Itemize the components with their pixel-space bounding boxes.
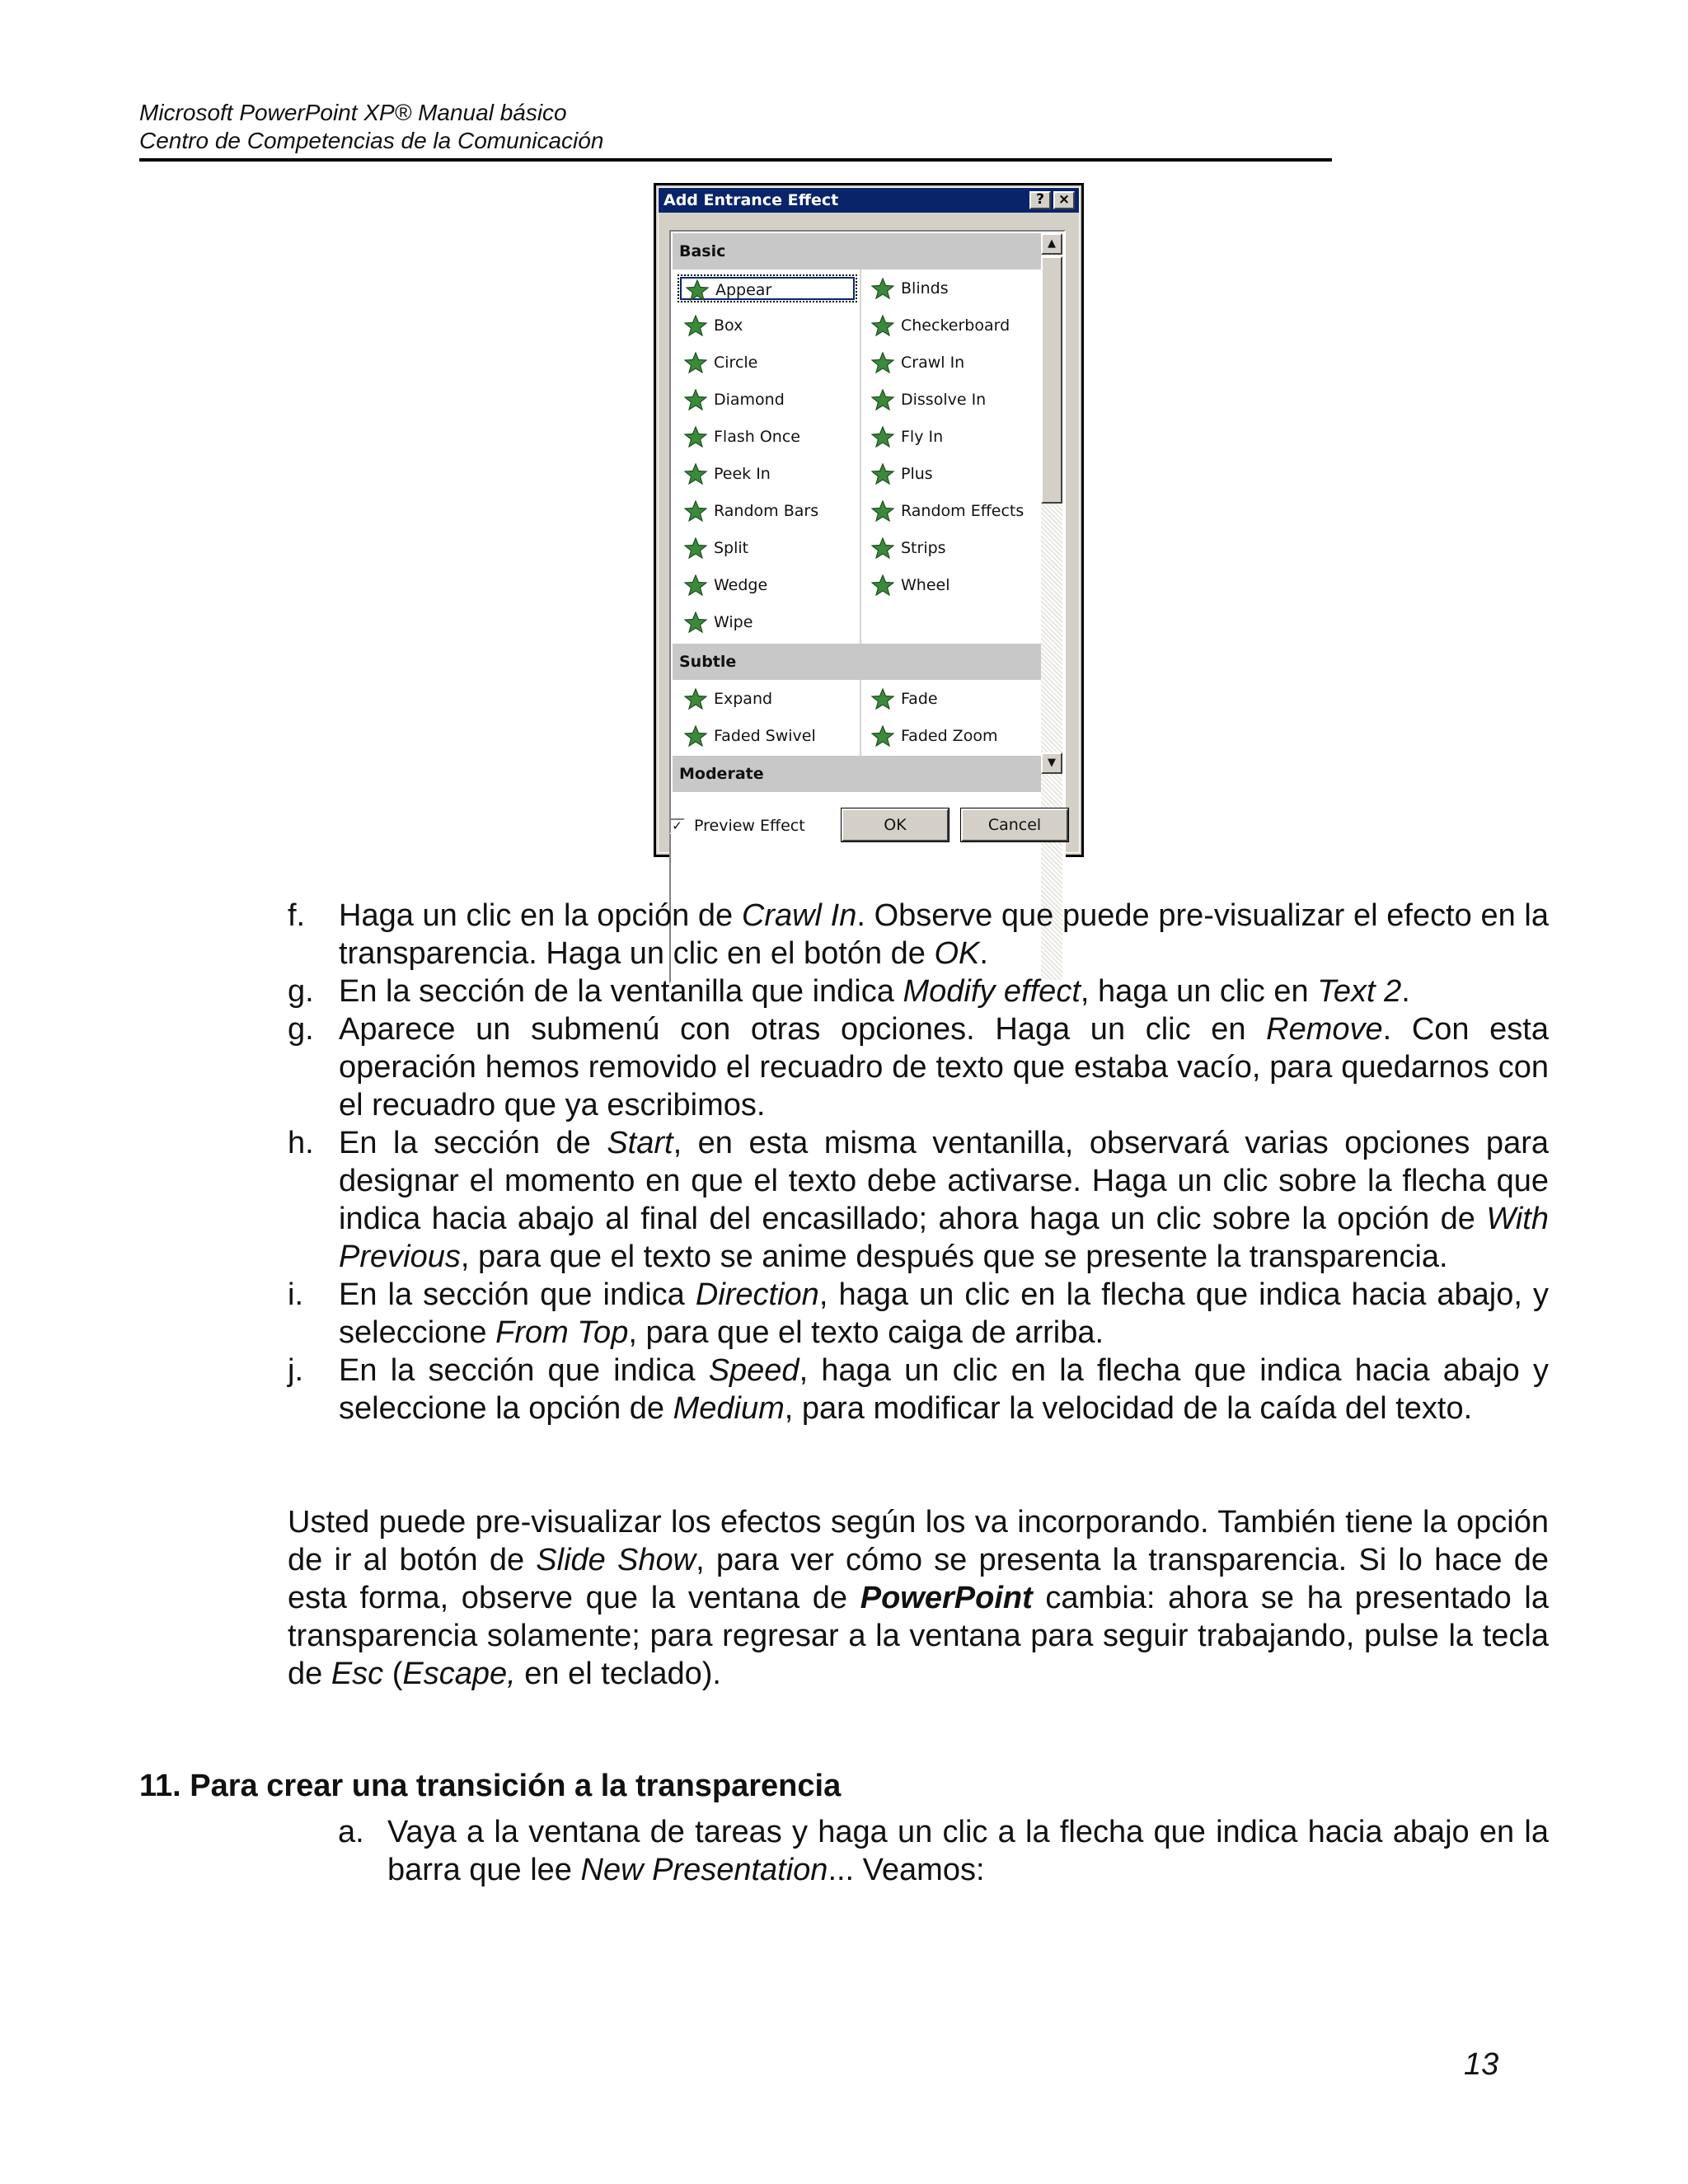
effect-item-label: Diamond: [714, 391, 785, 409]
effect-item-label: Blinds: [901, 279, 949, 298]
effect-item[interactable]: [678, 608, 857, 636]
effect-star-icon: [684, 389, 707, 410]
effect-item-label: Expand: [714, 690, 773, 708]
step-text: Aparece un submenú con otras opciones. Haga un clic en: [339, 1012, 1267, 1047]
preview-effect-checkbox[interactable]: [669, 812, 805, 840]
effect-item[interactable]: [865, 423, 1038, 451]
category-subtle: Subtle: [673, 644, 1043, 680]
effect-item[interactable]: [678, 685, 857, 713]
step-emphasis: Modify effect: [903, 974, 1081, 1009]
step-text: .: [1401, 974, 1410, 1009]
effect-item-label: Flash Once: [714, 428, 800, 446]
help-button[interactable]: ?: [1029, 191, 1051, 209]
effect-item[interactable]: [865, 722, 1038, 750]
effect-item-label: Random Bars: [714, 502, 819, 520]
add-entrance-effect-dialog: [654, 183, 1084, 857]
effect-item[interactable]: [865, 312, 1038, 340]
effect-item[interactable]: [865, 571, 1038, 599]
instruction-step: [288, 1010, 1549, 1124]
step-text: .: [979, 936, 988, 971]
effect-item[interactable]: [865, 534, 1038, 562]
effect-star-icon: [684, 426, 707, 448]
effect-item[interactable]: [678, 571, 857, 599]
step-text: , haga un clic en la flecha que indica hacia abajo, y seleccione: [339, 1277, 1549, 1350]
step-text: , haga un clic en: [1080, 974, 1318, 1009]
paragraph-emphasis: Esc: [331, 1657, 384, 1691]
effect-item-label: Faded Swivel: [714, 727, 816, 745]
step-emphasis: Speed: [708, 1353, 799, 1388]
effect-star-icon: [684, 315, 707, 336]
effect-item-label: Strips: [901, 539, 946, 557]
instruction-step: [288, 1276, 1549, 1352]
effect-star-icon: [684, 500, 707, 522]
paragraph-emphasis: Escape,: [402, 1657, 516, 1691]
effect-star-icon: [871, 688, 894, 710]
instruction-step: [288, 897, 1549, 972]
effect-item-label: Dissolve In: [901, 391, 987, 409]
step-label: g.: [288, 974, 314, 1009]
effect-star-icon: [871, 315, 894, 336]
effect-item-label: Wedge: [714, 576, 768, 594]
effect-item-label: Fade: [901, 690, 938, 708]
header-title: Microsoft PowerPoint XP® Manual básico: [139, 100, 567, 125]
effect-star-icon: [684, 537, 707, 559]
step-text: ... Veamos:: [828, 1853, 985, 1887]
effect-item-label: Checkerboard: [901, 316, 1010, 335]
instruction-steps: [288, 897, 1549, 1427]
step-emphasis: With Previous: [339, 1202, 1549, 1274]
paragraph-text: (: [383, 1657, 403, 1691]
effect-item-label: Wheel: [901, 576, 950, 594]
effect-star-icon: [871, 352, 894, 373]
effect-item-label: Peek In: [714, 465, 771, 483]
step-emphasis: Start: [607, 1126, 673, 1160]
dialog-title: Add Entrance Effect: [663, 191, 839, 209]
step-emphasis: Remove: [1266, 1012, 1383, 1047]
scroll-thumb[interactable]: [1041, 256, 1062, 504]
effect-star-icon: [871, 574, 894, 596]
effect-star-icon: [684, 463, 707, 485]
step-text: , para que el texto caiga de arriba.: [628, 1315, 1104, 1350]
effect-item-label: Faded Zoom: [901, 727, 998, 745]
close-button[interactable]: ×: [1053, 191, 1075, 209]
preview-effect-label: Preview Effect: [694, 817, 805, 835]
step-text: En la sección que indica: [339, 1353, 709, 1388]
effect-item[interactable]: [678, 312, 857, 340]
paragraph-text: en el teclado).: [515, 1657, 721, 1691]
column-divider: [860, 269, 861, 644]
step-label: g.: [288, 1012, 314, 1047]
effect-star-icon: [684, 688, 707, 710]
effect-star-icon: [871, 537, 894, 559]
effect-item-label: Random Effects: [901, 502, 1025, 520]
effect-item-label: Circle: [714, 354, 758, 372]
effect-item[interactable]: [678, 423, 857, 451]
step-text: . Con esta operación hemos removido el recuadro de texto que estaba vacío, para quedarnos con el recuadro que ya escribimos.: [339, 1012, 1549, 1122]
effect-star-icon: [684, 352, 707, 373]
step-text: , haga un clic en la flecha que indica hacia abajo y seleccione la opción de: [339, 1353, 1549, 1426]
page-header: [139, 99, 1332, 162]
paragraph-text: cambia: ahora se ha presentado la transparencia solamente; para regresar a la ventana para seguir trabajando, pulse la tecla de: [288, 1581, 1550, 1691]
paragraph-text: Usted puede pre-visualizar los efectos según los va incorporando. También tiene la opción de ir al botón de: [288, 1505, 1549, 1577]
effect-list[interactable]: [669, 230, 1066, 983]
paragraph-text: , para ver cómo se presenta la transparencia. Si lo hace de esta forma, observe que la ventana de: [288, 1543, 1549, 1615]
effect-item-label: Plus: [901, 465, 933, 483]
effect-list-area: [673, 233, 1043, 980]
scroll-up-arrow-icon[interactable]: ▲: [1041, 233, 1062, 255]
effect-item[interactable]: [678, 460, 857, 488]
effect-star-icon: [684, 612, 707, 633]
step-emphasis: Text 2: [1317, 974, 1402, 1009]
cancel-button[interactable]: Cancel: [961, 808, 1068, 841]
step-emphasis: New Presentation: [580, 1853, 828, 1887]
dialog-titlebar: [659, 188, 1079, 213]
effect-item[interactable]: [678, 386, 857, 414]
effect-item[interactable]: [678, 497, 857, 525]
effect-item[interactable]: [865, 386, 1038, 414]
effect-star-icon: [871, 463, 894, 485]
effect-item-label: Split: [714, 539, 749, 557]
paragraph-emphasis: Slide Show: [536, 1543, 696, 1577]
effect-item[interactable]: [678, 534, 857, 562]
effect-item[interactable]: [678, 722, 857, 750]
instruction-step: [288, 972, 1549, 1010]
category-basic: Basic: [673, 233, 1043, 269]
effect-star-icon: [871, 278, 894, 299]
step-label: f.: [288, 898, 306, 933]
section-heading: 11. Para crear una transición a la transparencia: [139, 1769, 842, 1803]
step-emphasis: Crawl In: [741, 898, 857, 933]
category-moderate: Moderate: [673, 756, 1043, 792]
effect-item[interactable]: [678, 274, 857, 302]
effect-item[interactable]: [865, 460, 1038, 488]
effect-item-label: Box: [714, 316, 743, 335]
section-step: [338, 1813, 1549, 1889]
step-emphasis: OK: [934, 936, 980, 971]
effect-item[interactable]: [865, 349, 1038, 377]
effect-star-icon: [871, 725, 894, 747]
scroll-down-arrow-icon[interactable]: ▼: [1041, 752, 1062, 774]
effect-item-label: Fly In: [901, 428, 944, 446]
step-emphasis: From Top: [495, 1315, 629, 1350]
effect-star-icon: [871, 426, 894, 448]
effect-star-icon: [684, 574, 707, 596]
effect-star-icon: [684, 725, 707, 747]
column-divider: [860, 680, 861, 756]
effect-star-icon: [871, 389, 894, 410]
ok-button[interactable]: OK: [842, 808, 949, 841]
step-emphasis: Medium: [673, 1391, 785, 1426]
effect-item-label: Wipe: [714, 613, 753, 631]
step-text: Haga un clic en la opción de: [339, 898, 742, 933]
step-text: En la sección de: [339, 1126, 607, 1160]
step-label: a.: [338, 1815, 364, 1849]
step-emphasis: Direction: [695, 1277, 819, 1312]
effect-item-label: Crawl In: [901, 354, 965, 372]
step-text: , en esta misma ventanilla, observará varias opciones para designar el momento en que el texto debe activarse. Haga un clic sobre la flecha que indica hacia abajo al final del encasillado; ahora haga un clic sobre la opción de: [339, 1126, 1549, 1236]
effect-star-icon: [871, 500, 894, 522]
step-text: , para que el texto se anime después que se presente la transparencia.: [460, 1240, 1448, 1274]
step-label: h.: [288, 1126, 314, 1160]
instruction-step: [288, 1124, 1549, 1276]
effect-star-icon: [686, 279, 709, 301]
step-text: En la sección de la ventanilla que indica: [339, 974, 903, 1009]
paragraph-strong: PowerPoint: [860, 1581, 1033, 1615]
header-subtitle: Centro de Competencias de la Comunicación: [139, 128, 604, 153]
step-label: j.: [288, 1353, 303, 1388]
list-scrollbar[interactable]: [1041, 233, 1062, 980]
step-text: Vaya a la ventana de tareas y haga un clic a la flecha que indica hacia abajo en la barra que lee: [387, 1815, 1549, 1887]
step-text: . Observe que puede pre-visualizar el efecto en la transparencia. Haga un clic en el botón de: [339, 898, 1549, 971]
step-text: En la sección que indica: [339, 1277, 696, 1312]
effect-item[interactable]: [865, 274, 1038, 302]
effect-item[interactable]: [865, 685, 1038, 713]
body-paragraph: [288, 1503, 1549, 1693]
effect-item-label: Appear: [715, 281, 772, 299]
instruction-step: [288, 1352, 1549, 1427]
effect-item[interactable]: [678, 349, 857, 377]
step-text: , para modificar la velocidad de la caída del texto.: [784, 1391, 1473, 1426]
page-number: 13: [1464, 2047, 1499, 2082]
effect-item[interactable]: [865, 497, 1038, 525]
checkmark-icon: ✓: [669, 818, 685, 834]
step-label: i.: [288, 1277, 303, 1312]
